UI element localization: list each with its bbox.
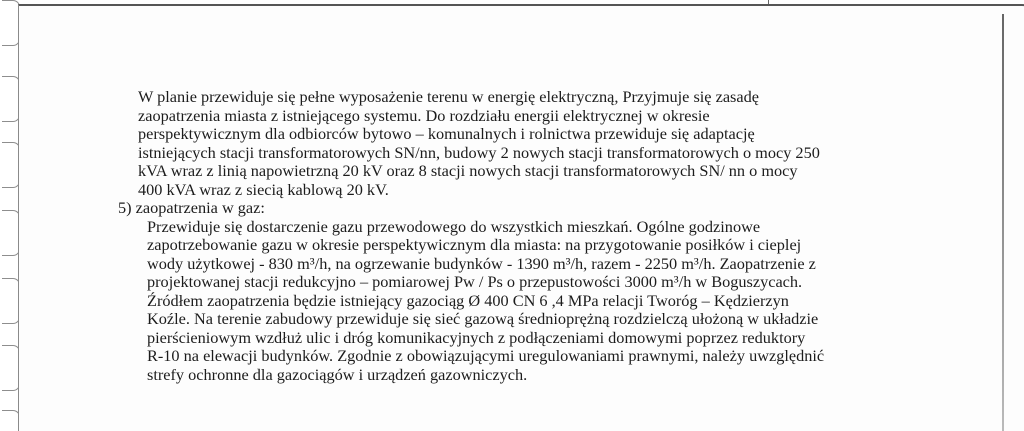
document-body bbox=[118, 87, 936, 384]
paragraph-electricity: W planie przewiduje się pełne wyposażenie terenu w energię elektryczną, Przyjmuje się zasadę zaopatrzenia miasta z istniejącego systemu. Do rozdziału energii elektrycznej w okresie perspektywicznym dla odbiorców bytowo – komunalnych i rolnictwa przewiduje się adaptację istniejących stacji transformatorowych SN/nn, budowy 2 nowych stacji transformatorowych o mocy 250 kVA wraz z linią napowietrzną 20 kV oraz 8 stacji nowych stacji transformatorowych SN/ nn o mocy 400 kVA wraz z siecią kablową 20 kV. bbox=[138, 87, 820, 199]
paragraph-gas: Przewiduje się dostarczenie gazu przewodowego do wszystkich mieszkań. Ogólne godzinowe zapotrzebowanie gazu w okresie perspektywicznym dla miasta: na przygotowanie posiłków i cieplej wody użytkowej - 830 m³/h, na ogrzewanie budynków - 1390 m³/h, razem - 2250 m³/h. Zaopatrzenie z projektowanej stacji redukcyjno – pomiarowej Pw / Ps o przepustowości 3000 m³/h w Boguszycach. Źródłem zaopatrzenia będzie istniejący gazociąg Ø 400 CN 6 ,4 MPa relacji Tworóg – Kędzierzyn Koźle. Na terenie zabudowy przewiduje się sieć gazową średnioprężną rozdzielczą ułożoną w układzie pierścieniowym wzdłuż ulic i dróg komunikacyjnych z podłączeniami domowymi poprzez reduktory R-10 na elewacji budynków. Zgodnie z obowiązującymi uregulowaniami prawnymi, należy uwzględnić strefy ochronne dla gazociągów i urządzeń gazowniczych. bbox=[147, 216, 825, 384]
section-heading-gas: 5) zaopatrzenia w gaz: bbox=[118, 198, 265, 217]
paper-right-edge bbox=[1002, 14, 1004, 431]
